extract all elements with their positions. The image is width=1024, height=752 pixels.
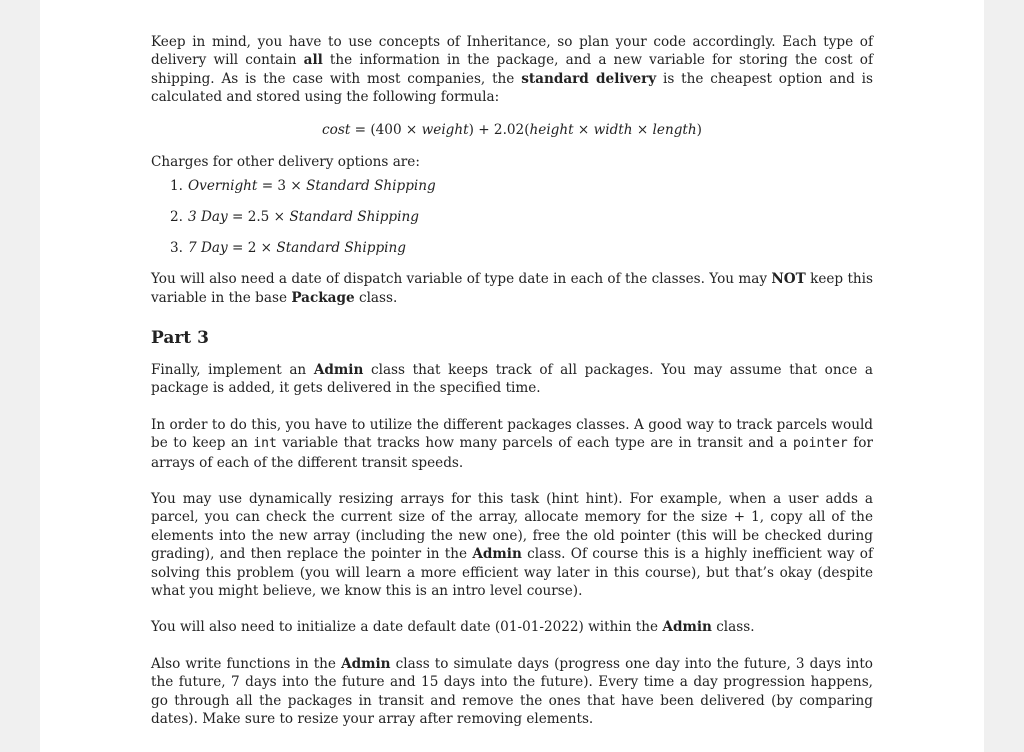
bold-text: NOT bbox=[771, 271, 806, 288]
formula-var: height × width × length bbox=[529, 121, 697, 138]
formula-eq: = bbox=[350, 121, 371, 138]
text-span: You will also need a date of dispatch variable of type date in each of the classes. You may bbox=[151, 271, 772, 288]
option-multiplier: = 2.5 × bbox=[227, 209, 290, 226]
text-span: variable that tracks how many parcels of each type are in transit and a bbox=[276, 435, 793, 452]
dynamic-arrays-paragraph bbox=[151, 490, 873, 600]
text-span: class to simulate days (progress one day into the future, 3 days into the future, 7 days into the future and 15 days into the future). Every time a day progression happens, go through all the packages in transit and remove the ones that have been delivered (by comparing dates). Make sure to resize your array after removing elements. bbox=[151, 655, 873, 728]
bold-text: Admin bbox=[662, 619, 712, 636]
list-number: 3. bbox=[170, 240, 183, 257]
text-span: the information in the package, and a new variable for storing the cost of shipping. As is the case with most companies, the bbox=[151, 52, 873, 87]
formula-part: ) + 2.02( bbox=[468, 121, 530, 138]
text-span: You may use dynamically resizing arrays for this task (hint hint). For example, when a user adds a parcel, you can check the current size of the array, allocate memory for the size + 1, copy all of the elements into the new array (including the new one), free the old pointer (this will be checked during grading), and then replace the pointer in the bbox=[151, 491, 873, 563]
list-item bbox=[170, 239, 873, 257]
text-span: for arrays of each of the different transit speeds. bbox=[151, 435, 873, 471]
simulate-days-paragraph bbox=[151, 655, 873, 729]
text-span: In order to do this, you have to utilize the different packages classes. A good way to track parcels would be to keep an bbox=[151, 416, 873, 452]
text-span: Finally, implement an bbox=[151, 361, 314, 378]
bold-text: Admin bbox=[341, 655, 391, 672]
default-date-paragraph bbox=[151, 618, 873, 636]
delivery-options-list bbox=[151, 177, 873, 257]
text-span: Also write functions in the bbox=[151, 655, 342, 672]
cost-formula bbox=[151, 121, 873, 139]
bold-text: Admin bbox=[313, 361, 364, 378]
code-text: pointer bbox=[792, 436, 848, 452]
option-base: Standard Shipping bbox=[289, 209, 419, 226]
text-span: keep this variable in the base bbox=[151, 271, 873, 306]
list-item bbox=[170, 177, 873, 195]
tracking-paragraph bbox=[151, 416, 873, 472]
text-span: class. Of course this is a highly inefficient way of solving this problem (you will learn a more efficient way later in this course), but that’s okay (despite what you might believe, we know this is an intro level course). bbox=[151, 546, 873, 600]
admin-intro-paragraph bbox=[151, 361, 873, 398]
charges-intro: Charges for other delivery options are: bbox=[151, 154, 420, 171]
option-multiplier: = 2 × bbox=[227, 240, 277, 257]
bold-text: all bbox=[303, 52, 323, 69]
list-number: 2. bbox=[170, 209, 183, 226]
text-span: class. bbox=[354, 289, 398, 306]
inheritance-paragraph bbox=[151, 33, 873, 107]
part-3-heading: Part 3 bbox=[151, 327, 209, 348]
list-item bbox=[170, 208, 873, 226]
bold-text: standard delivery bbox=[521, 70, 657, 87]
list-number: 1. bbox=[170, 178, 183, 195]
document-page bbox=[40, 0, 984, 752]
text-span: is the cheapest option and is calculated and stored using the following formula: bbox=[151, 70, 873, 106]
bold-text: Admin bbox=[472, 546, 522, 563]
option-base: Standard Shipping bbox=[306, 178, 436, 195]
formula-part: (400 × bbox=[370, 121, 422, 138]
text-span: class. bbox=[711, 619, 755, 636]
option-name: Overnight bbox=[188, 178, 258, 195]
code-text: int bbox=[253, 436, 277, 452]
option-multiplier: = 3 × bbox=[257, 178, 307, 195]
option-base: Standard Shipping bbox=[276, 240, 406, 257]
text-span: Keep in mind, you have to use concepts of Inheritance, so plan your code accordingly. Each type of delivery will contain bbox=[151, 34, 873, 69]
text-span: class that keeps track of all packages. You may assume that once a package is added, it gets delivered in the specified time. bbox=[151, 361, 873, 397]
dispatch-date-paragraph bbox=[151, 270, 873, 307]
document-content bbox=[151, 33, 873, 728]
option-name: 3 Day bbox=[188, 209, 228, 226]
formula-lhs: cost bbox=[322, 121, 351, 138]
formula-var: weight bbox=[421, 121, 469, 138]
text-span: You will also need to initialize a date default date (01-01-2022) within the bbox=[151, 619, 663, 636]
formula-part: ) bbox=[696, 121, 702, 138]
option-name: 7 Day bbox=[188, 240, 228, 257]
bold-text: Package bbox=[291, 289, 355, 306]
